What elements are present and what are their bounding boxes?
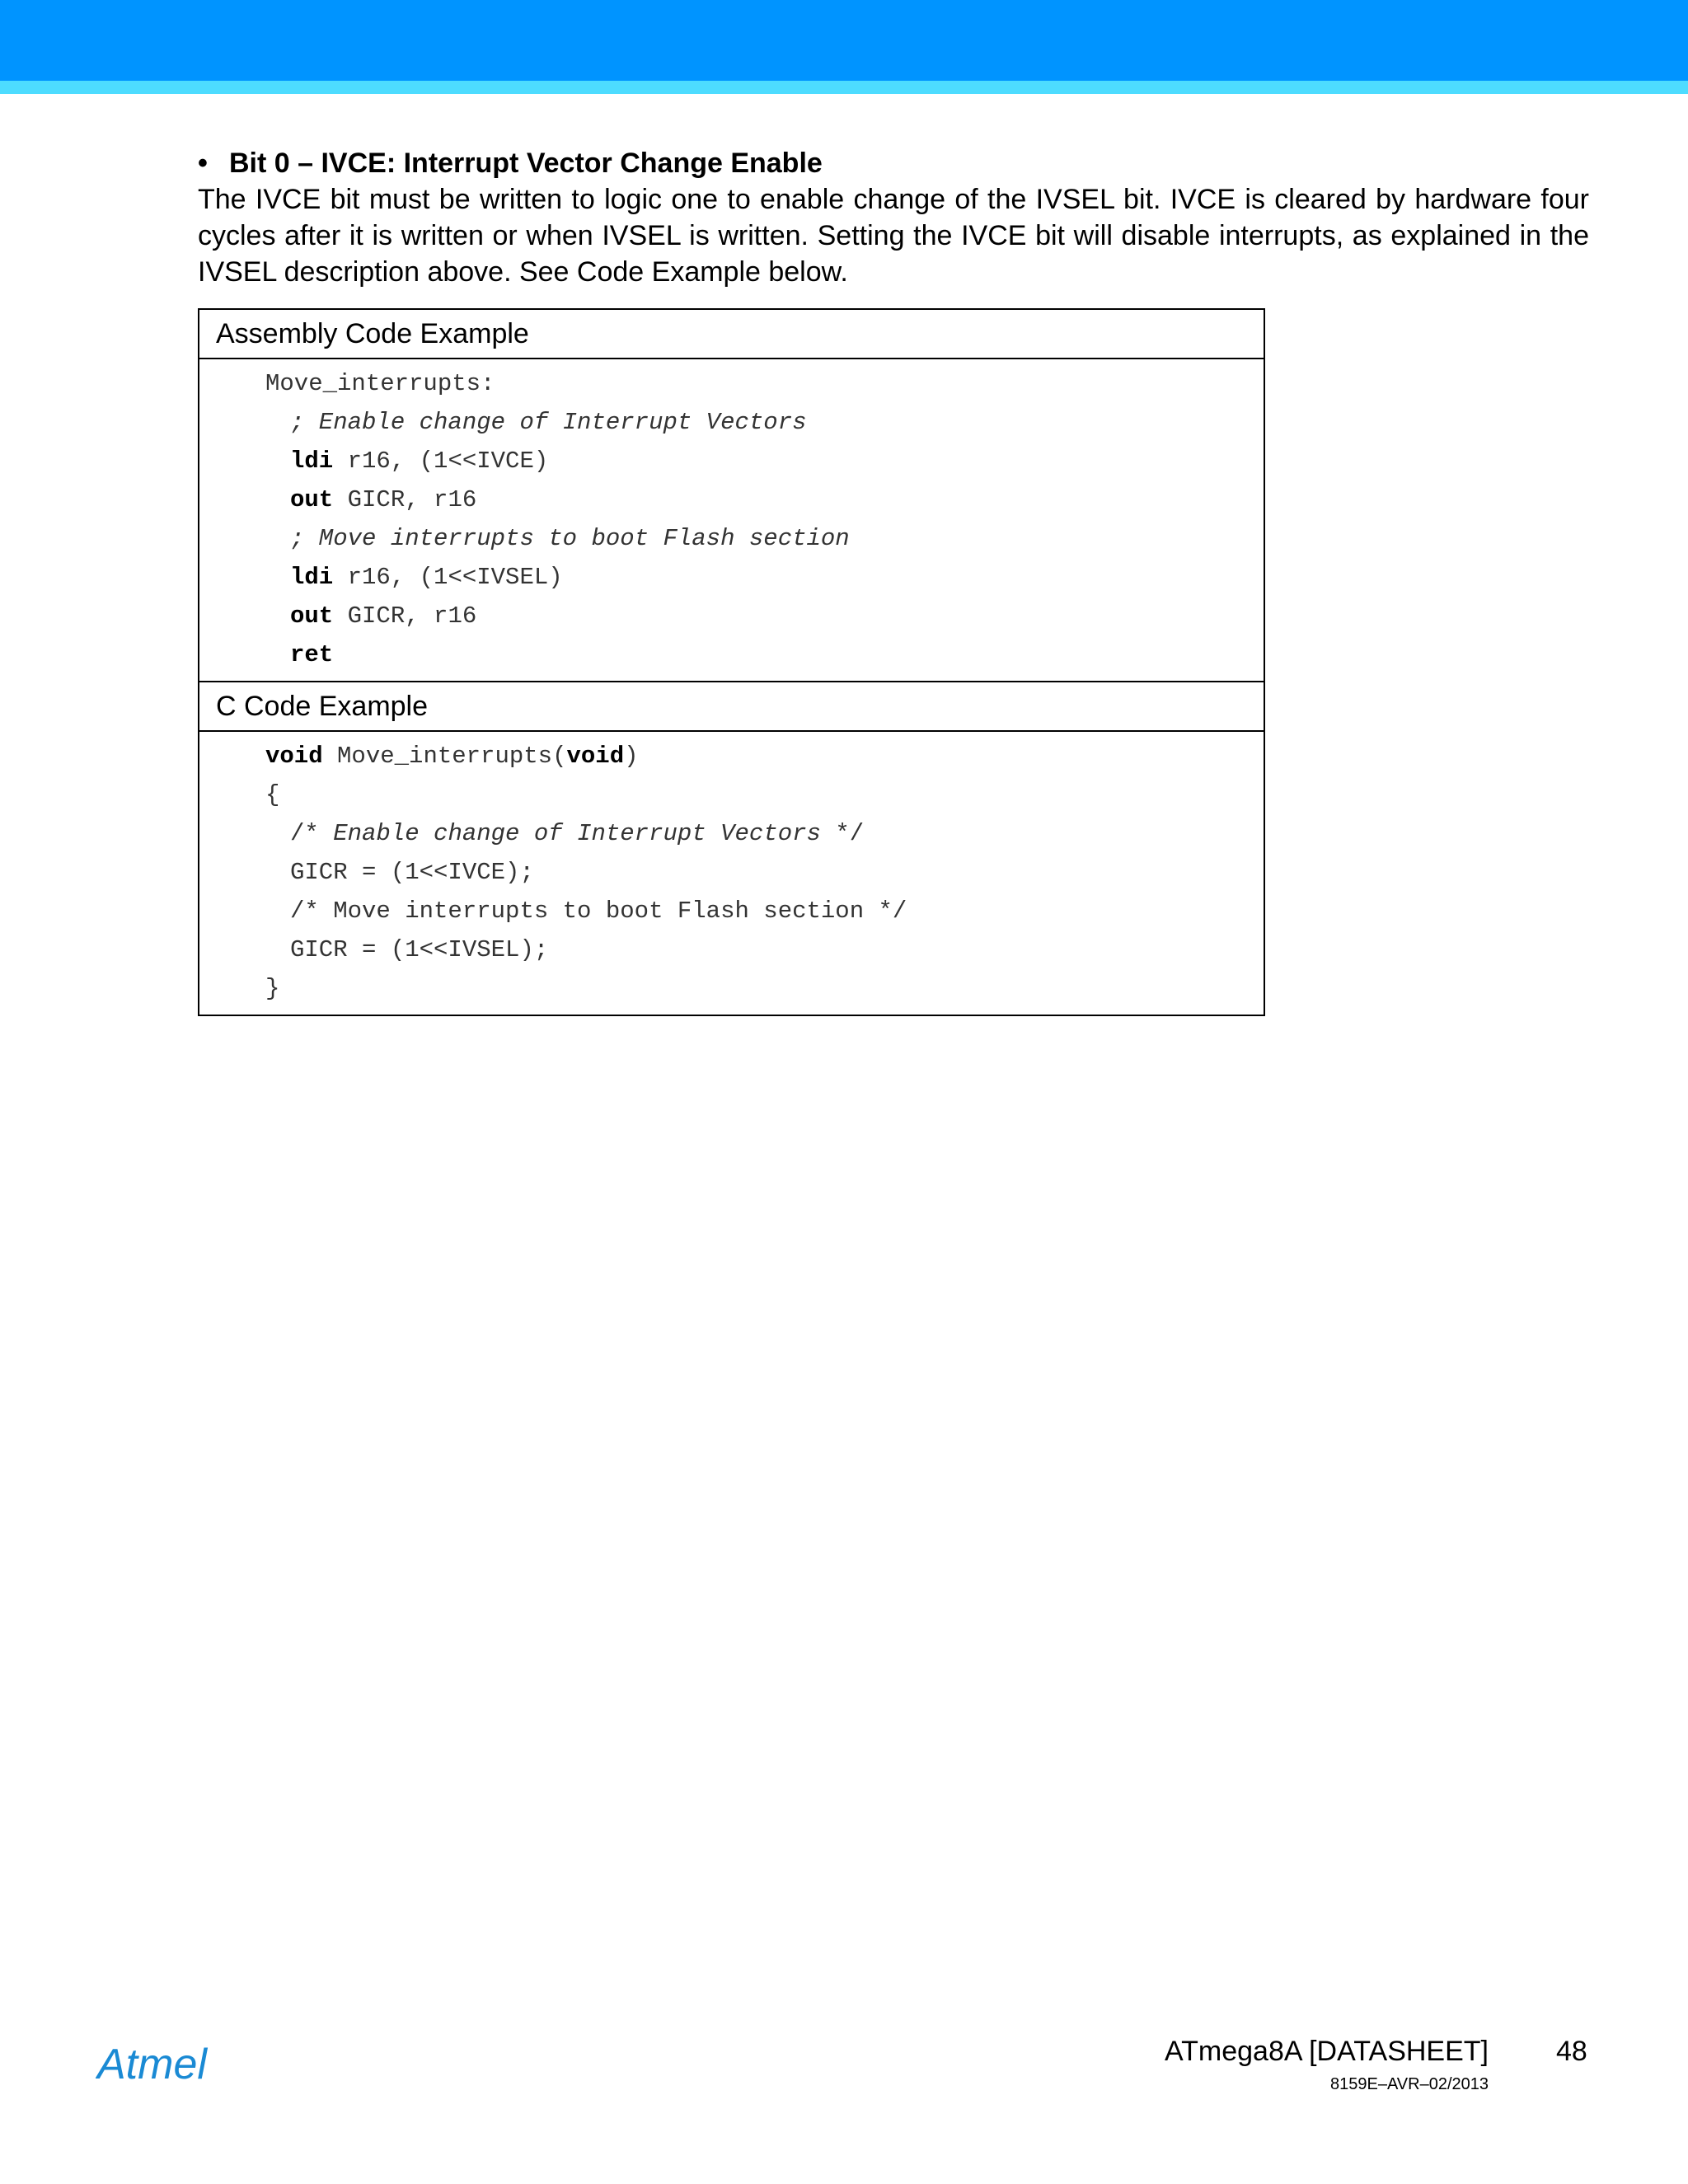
footer-title: ATmega8A [DATASHEET]: [1164, 2036, 1489, 2067]
code-line: [265, 969, 1264, 1008]
code-keyword: ldi: [290, 564, 334, 591]
c-code-header: C Code Example: [199, 681, 1264, 732]
code-line: [265, 480, 1264, 519]
code-comment: [265, 403, 1264, 442]
description-paragraph: The IVCE bit must be written to logic one to enable change of the IVSEL bit. IVCE is cleared by hardware four cycles after it is written or when IVSEL is written. Setting the IVCE bit will disable interrupts, as explained in the IVSEL description above. See Code Example below.: [198, 184, 1589, 288]
code-text: {: [265, 781, 280, 808]
page-number: 48: [1556, 2036, 1587, 2067]
code-example-table: [198, 308, 1265, 1016]
code-keyword: ret: [290, 641, 334, 668]
c-code-block: [199, 732, 1264, 1015]
code-text: GICR, r16: [333, 486, 477, 513]
logo-text: Atmel: [97, 2041, 207, 2088]
code-line: [265, 442, 1264, 480]
header-stripe: [0, 81, 1688, 94]
code-comment: [265, 892, 1264, 930]
code-line: [265, 737, 1264, 776]
code-text: GICR, r16: [333, 602, 477, 630]
code-keyword: void: [566, 743, 625, 770]
code-text: /* Move interrupts to boot Flash section */: [290, 898, 907, 925]
code-line: [265, 776, 1264, 814]
code-line: [265, 853, 1264, 892]
header-band: [0, 0, 1688, 81]
code-keyword: ldi: [290, 448, 334, 475]
code-text: GICR = (1<<IVSEL);: [290, 936, 549, 963]
section-content: [198, 145, 1589, 290]
code-comment: [265, 814, 1264, 853]
code-text: ; Enable change of Interrupt Vectors: [290, 409, 807, 436]
code-keyword: out: [290, 486, 334, 513]
code-text: }: [265, 975, 280, 1002]
code-text: ): [624, 743, 639, 770]
code-text: ; Move interrupts to boot Flash section: [290, 525, 850, 552]
code-text: r16, (1<<IVSEL): [333, 564, 563, 591]
code-keyword: void: [265, 743, 323, 770]
code-line: [265, 930, 1264, 969]
code-line: [265, 635, 1264, 674]
bullet-icon: •: [198, 148, 208, 179]
document-id: 8159E–AVR–02/2013: [1329, 2075, 1489, 2093]
code-text: Enable change of Interrupt Vectors: [333, 820, 821, 847]
code-line: [265, 558, 1264, 597]
code-text: GICR = (1<<IVCE);: [290, 859, 534, 886]
assembly-code-block: [199, 359, 1264, 681]
code-text: /*: [290, 820, 334, 847]
code-line: [265, 597, 1264, 635]
atmel-logo: [96, 2039, 244, 2088]
code-text: Move_interrupts(: [322, 743, 567, 770]
section-heading: [198, 145, 1589, 181]
code-text: Move_interrupts:: [265, 370, 495, 397]
code-keyword: out: [290, 602, 334, 630]
code-text: */: [820, 820, 865, 847]
code-line: [265, 364, 1264, 403]
heading-text: Bit 0 – IVCE: Interrupt Vector Change Enable: [229, 148, 823, 179]
assembly-header: Assembly Code Example: [199, 310, 1264, 359]
code-text: r16, (1<<IVCE): [333, 448, 549, 475]
code-comment: [265, 519, 1264, 558]
